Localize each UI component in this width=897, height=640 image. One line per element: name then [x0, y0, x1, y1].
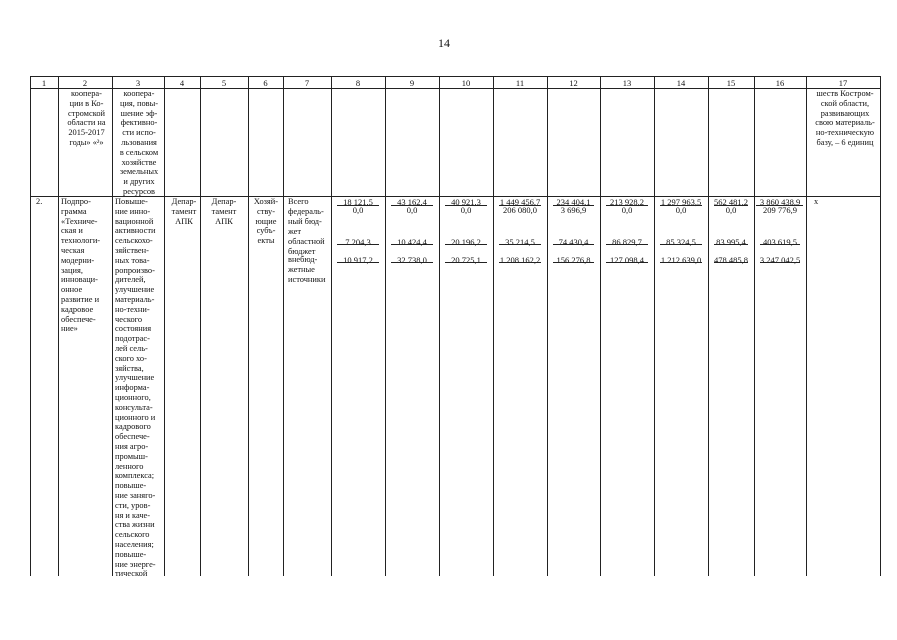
- subprogram-goal-line: ского хо-: [115, 353, 147, 363]
- subprogram-goal-line: тической: [115, 569, 148, 579]
- value-underline: [660, 205, 702, 206]
- funding-value: 209 776,9: [763, 205, 797, 215]
- participants-line: субъ-: [256, 226, 276, 236]
- value-underline: [553, 205, 594, 206]
- cont-program-line: стромской: [67, 108, 106, 118]
- subprogram-goal-line: консульта-: [115, 402, 153, 412]
- subprogram-goal-line: но-техни-: [115, 304, 150, 314]
- column-header-number: 4: [179, 78, 185, 88]
- subprogram-goal-line: ния агро-: [115, 442, 149, 451]
- subprogram-name-line: технологи-: [61, 236, 101, 246]
- subprogram-goal-line: сельскохо-: [115, 236, 153, 246]
- subprogram-goal-line: улучшение: [115, 285, 155, 295]
- participants-line: Хозяй-: [253, 197, 279, 206]
- participants-line: ству-: [256, 206, 276, 216]
- funding-value: 3 247 042,5: [759, 255, 801, 265]
- subprogram-goal-line: зяйствен-: [115, 246, 149, 255]
- cont-result-line: шеств Костром-: [816, 89, 874, 98]
- subprogram-goal-line: кадрового: [115, 422, 151, 432]
- value-underline: [660, 244, 702, 245]
- table-vline: [880, 76, 881, 576]
- subprogram-goal-line: ние заняго-: [115, 491, 156, 500]
- funding-value: 0,0: [725, 205, 737, 215]
- table-vline: [493, 76, 494, 576]
- subprogram-name-line: инноваци-: [61, 275, 98, 285]
- subprogram-goal-line: вационной: [115, 216, 154, 226]
- subprogram-goal-line: зяйства,: [115, 363, 144, 373]
- value-underline: [499, 205, 541, 206]
- subprogram-goal-line: обеспече-: [115, 432, 150, 442]
- cont-program-line: 2015-2017: [68, 128, 105, 138]
- table-vline: [30, 76, 31, 576]
- value-underline: [606, 244, 648, 245]
- value-underline: [391, 262, 433, 263]
- subprogram-goal-line: ства жизни: [115, 520, 155, 530]
- subprogram-name-line: «Техниче-: [61, 216, 98, 226]
- funding-value: 0,0: [675, 205, 687, 215]
- subprogram-name-line: грамма: [61, 206, 87, 216]
- subprogram-goal-line: информа-: [115, 383, 150, 393]
- table-vline: [654, 76, 655, 576]
- subprogram-goal-line: Повыше-: [115, 197, 148, 206]
- funding-value: 20 196,2: [451, 237, 481, 247]
- value-underline: [337, 244, 379, 245]
- funding-source-label: источники: [288, 274, 326, 284]
- funding-value: 478 485,8: [714, 255, 748, 265]
- executor-line: тамент: [171, 206, 197, 216]
- value-underline: [445, 205, 487, 206]
- funding-source-label: бюджет: [288, 246, 316, 256]
- funding-value: 1 212 639,0: [660, 255, 702, 265]
- cont-program-line: области на: [67, 118, 106, 128]
- column-header-number: 17: [838, 78, 848, 88]
- value-underline: [391, 205, 433, 206]
- funding-value: 85 324,5: [666, 237, 696, 247]
- value-underline: [499, 244, 541, 245]
- cont-program-line: коопера-: [71, 89, 102, 98]
- cont-result-line: базу, – 6 единиц: [816, 138, 874, 147]
- coexecutor-line: Депар-: [211, 197, 237, 206]
- subprogram-goal-line: состояния: [115, 324, 152, 334]
- subprogram-goal-line: повыше-: [115, 481, 147, 491]
- column-header-number: 14: [676, 78, 686, 88]
- column-header-number: 8: [355, 78, 361, 88]
- column-header-number: 9: [409, 78, 415, 88]
- coexecutor-line: АПК: [215, 216, 233, 226]
- subprogram-name-line: онное: [61, 285, 83, 295]
- subprogram-goal-line: ние инно-: [115, 206, 151, 216]
- funding-value: 1 297 963,5: [660, 197, 702, 207]
- cont-goal-line: в сельском: [119, 147, 159, 157]
- funding-source-label: областной: [288, 237, 325, 246]
- value-underline: [337, 262, 379, 263]
- value-underline: [606, 262, 648, 263]
- subprogram-goal-line: ние энерге-: [115, 559, 156, 569]
- funding-value: 206 080,0: [503, 205, 537, 215]
- value-underline: [606, 205, 648, 206]
- column-header-number: 1: [41, 78, 47, 88]
- value-underline: [499, 262, 541, 263]
- value-underline: [714, 205, 748, 206]
- subprogram-goal-line: материаль-: [115, 295, 155, 304]
- cont-result-line: развивающих: [820, 108, 870, 118]
- cont-goal-line: фективно-: [120, 118, 158, 128]
- value-underline: [553, 262, 594, 263]
- funding-value: 74 430,4: [558, 237, 589, 247]
- table-vline: [547, 76, 548, 576]
- row-number: 2.: [36, 197, 43, 206]
- subprogram-name-line: модерни-: [61, 255, 95, 265]
- subprogram-name-line: обеспече-: [61, 314, 96, 324]
- funding-value: 156 276,8: [556, 255, 591, 265]
- table-vline: [58, 76, 59, 576]
- funding-value: 403 619,5: [763, 237, 797, 247]
- funding-value: 10 424,4: [397, 237, 427, 247]
- cont-result-line: но-техническую: [815, 128, 875, 138]
- table-vline: [439, 76, 440, 576]
- subprogram-goal-line: ционного и: [115, 412, 156, 422]
- value-underline: [337, 205, 379, 206]
- subprogram-goal-line: ционного,: [115, 393, 151, 402]
- subprogram-name-line: кадровое: [61, 304, 94, 314]
- subprogram-goal-line: комплекса;: [115, 471, 155, 481]
- value-underline: [445, 244, 487, 245]
- funding-source-label: Всего: [288, 197, 309, 206]
- table-vline: [806, 76, 807, 576]
- subprogram-name-line: ская и: [61, 226, 83, 236]
- table-top-line: [30, 76, 880, 77]
- executor-line: АПК: [175, 216, 193, 226]
- table-vline: [200, 76, 201, 576]
- funding-value: 562 481,2: [714, 197, 748, 207]
- subprogram-name-line: ческая: [61, 246, 85, 255]
- cont-goal-line: коопера-: [123, 89, 155, 98]
- value-underline: [660, 262, 702, 263]
- subprogram-goal-line: лей сель-: [115, 344, 148, 353]
- table-vline: [112, 76, 113, 576]
- subprogram-goal-line: сти, уров-: [115, 500, 151, 510]
- column-header-number: 11: [515, 78, 525, 88]
- value-underline: [445, 262, 487, 263]
- subprogram-goal-line: улучшение: [115, 373, 155, 383]
- funding-value: 1 449 456,7: [499, 197, 541, 207]
- funding-value: 40 921,3: [451, 197, 481, 207]
- cont-goal-line: сти испо-: [122, 128, 156, 138]
- cont-goal-line: шение эф-: [120, 108, 158, 118]
- value-underline: [760, 244, 800, 245]
- subprogram-goal-line: ня и каче-: [115, 510, 151, 520]
- subprogram-goal-line: ных това-: [115, 255, 150, 265]
- funding-value: 32 738,0: [397, 255, 427, 265]
- cont-goal-line: и других: [123, 177, 155, 187]
- funding-value: 1 208 162,2: [499, 255, 541, 265]
- subprogram-goal-line: населения;: [115, 540, 154, 549]
- funding-source-label: внебюд-: [288, 255, 318, 264]
- funding-value: 10 917,2: [343, 255, 373, 265]
- column-header-number: 15: [726, 78, 736, 88]
- subprogram-goal-line: ческого: [115, 314, 143, 324]
- funding-value: 43 162,4: [397, 197, 427, 207]
- funding-value: 127 098,4: [610, 255, 644, 265]
- funding-value: 3 696,9: [560, 205, 587, 215]
- table-vline: [600, 76, 601, 576]
- value-underline: [714, 244, 748, 245]
- table-vline: [283, 76, 284, 576]
- value-underline: [760, 262, 800, 263]
- funding-value: 7 204,3: [345, 237, 371, 247]
- table-vline: [385, 76, 386, 576]
- coexecutor-line: тамент: [211, 206, 237, 216]
- subprogram-name-line: зация,: [61, 265, 83, 275]
- subprogram-goal-line: ропроизво-: [115, 265, 155, 275]
- cont-result-line: свою материаль-: [815, 118, 875, 128]
- cont-program-line: ции в Ко-: [69, 98, 104, 108]
- column-header-number: 3: [135, 78, 141, 88]
- subprogram-goal-line: дителей,: [115, 275, 146, 285]
- table-vline: [708, 76, 709, 576]
- table-vline: [164, 76, 165, 576]
- column-header-number: 10: [461, 78, 471, 88]
- funding-source-label: жет: [288, 226, 302, 236]
- value-underline: [391, 244, 433, 245]
- cont-result-line: ской области,: [820, 98, 870, 108]
- value-underline: [760, 205, 800, 206]
- funding-value: 0,0: [621, 205, 633, 215]
- subprogram-goal-line: промыш-: [115, 451, 148, 461]
- funding-value: 83 995,4: [716, 237, 746, 247]
- funding-value: 234 404,1: [556, 197, 591, 207]
- page-number: 14: [438, 36, 450, 50]
- funding-value: 3 860 438,9: [759, 197, 801, 207]
- funding-value: 86 829,7: [612, 237, 642, 247]
- value-underline: [553, 244, 594, 245]
- subprogram-name-line: Подпро-: [61, 197, 91, 206]
- funding-source-label: федераль-: [288, 207, 324, 216]
- subprogram-goal-line: ленного: [115, 461, 144, 471]
- subprogram-name-line: развитие и: [61, 295, 100, 304]
- column-header-number: 12: [569, 78, 578, 88]
- column-header-number: 6: [263, 78, 268, 88]
- funding-value: 35 214,5: [505, 237, 535, 247]
- subprogram-name-line: ние»: [61, 324, 78, 334]
- subprogram-goal-line: подотрас-: [115, 334, 150, 344]
- funding-value: 20 725,1: [451, 255, 481, 265]
- column-header-number: 5: [221, 78, 227, 88]
- participants-line: екты: [257, 236, 275, 246]
- cont-goal-line: ция, повы-: [119, 98, 159, 108]
- result-mark: х: [814, 197, 819, 206]
- cont-goal-line: хозяйстве: [121, 157, 157, 167]
- table-vline: [331, 76, 332, 576]
- column-header-number: 13: [622, 78, 632, 88]
- funding-value: 0,0: [352, 205, 364, 215]
- funding-value: 18 121,5: [343, 197, 373, 207]
- cont-goal-line: ресурсов: [123, 187, 155, 196]
- cont-goal-line: земельных: [119, 167, 159, 177]
- table-vline: [248, 76, 249, 576]
- subprogram-goal-line: активности: [115, 226, 156, 236]
- funding-source-label: жетные: [288, 264, 315, 274]
- participants-line: ющие: [255, 216, 277, 226]
- funding-value: 213 928,2: [610, 197, 644, 207]
- funding-value: 0,0: [460, 205, 472, 215]
- funding-source-label: ный бюд-: [288, 216, 322, 226]
- column-header-number: 2: [82, 78, 88, 88]
- funding-value: 0,0: [406, 205, 418, 215]
- column-header-number: 7: [304, 78, 310, 88]
- cont-program-line: годы» «²»: [69, 138, 104, 147]
- cont-goal-line: льзования: [121, 138, 157, 147]
- column-header-number: 16: [775, 78, 785, 88]
- subprogram-goal-line: сельского: [115, 530, 150, 540]
- table-vline: [754, 76, 755, 576]
- subprogram-goal-line: повыше-: [115, 549, 147, 559]
- value-underline: [714, 262, 748, 263]
- executor-line: Депар-: [171, 197, 197, 206]
